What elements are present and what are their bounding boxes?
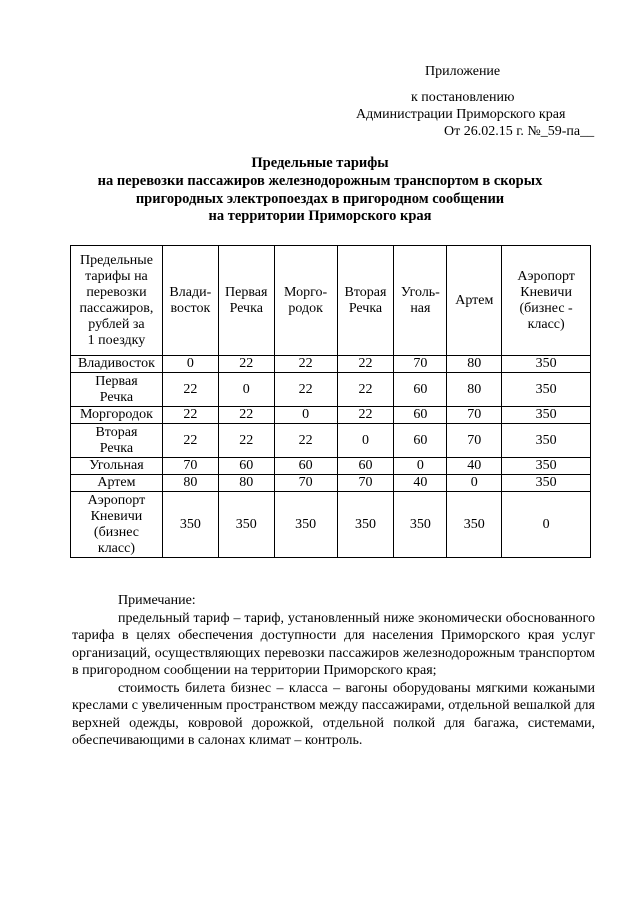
column-header-line: Аэропорт	[517, 268, 575, 284]
column-header-line: ная	[410, 300, 431, 316]
row-header-line: Моргородок	[79, 407, 153, 422]
column-header-line: Морго-	[284, 284, 328, 300]
tariff-cell: 40	[447, 458, 502, 475]
column-header	[502, 246, 591, 356]
corner-header-line: перевозки	[86, 284, 147, 300]
tariff-cell: 22	[218, 407, 274, 424]
row-header-line: Артем	[97, 475, 136, 490]
column-header	[274, 246, 337, 356]
tariff-table	[70, 245, 591, 558]
row-header-line: класс)	[97, 540, 135, 556]
tariff-cell: 60	[394, 373, 447, 407]
tariff-cell: 70	[162, 458, 218, 475]
tariff-cell: 350	[218, 492, 274, 558]
table-row	[71, 356, 591, 373]
corner-header-line: тарифы на	[85, 268, 148, 284]
row-header	[71, 475, 163, 492]
title-line-4: на территории Приморского края	[208, 208, 432, 224]
tariff-cell: 350	[162, 492, 218, 558]
row-header-line: Аэропорт	[87, 492, 146, 508]
column-header-line: (бизнес -	[519, 300, 573, 316]
tariff-cell: 22	[218, 356, 274, 373]
corner-header-line: Предельные	[79, 252, 153, 268]
tariff-cell: 22	[274, 373, 337, 407]
tariff-cell: 70	[274, 475, 337, 492]
tariff-cell: 70	[447, 407, 502, 424]
tariff-cell: 60	[394, 424, 447, 458]
row-header	[71, 424, 163, 458]
row-header	[71, 356, 163, 373]
tariff-cell: 350	[337, 492, 394, 558]
note-heading: Примечание:	[118, 593, 196, 608]
row-header	[71, 407, 163, 424]
tariff-cell: 22	[162, 373, 218, 407]
column-header-line: родок	[288, 300, 323, 316]
column-header-line: класс)	[527, 316, 565, 332]
table-row	[71, 458, 591, 475]
column-header	[337, 246, 394, 356]
appendix-label: Приложение	[425, 64, 501, 79]
tariff-cell: 80	[218, 475, 274, 492]
row-header-line: (бизнес	[93, 524, 139, 540]
title-line-3: пригородных электропоездах в пригородном сообщении	[135, 191, 505, 207]
tariff-cell: 0	[162, 356, 218, 373]
column-header-line: Вторая	[344, 284, 387, 300]
tariff-cell: 0	[218, 373, 274, 407]
tariff-cell: 80	[162, 475, 218, 492]
row-header	[71, 458, 163, 475]
row-header	[71, 373, 163, 407]
tariff-cell: 70	[447, 424, 502, 458]
tariff-cell: 350	[502, 458, 591, 475]
column-header	[162, 246, 218, 356]
tariff-table-body	[71, 356, 591, 558]
tariff-cell: 0	[394, 458, 447, 475]
row-header-line: Речка	[99, 389, 134, 405]
table-row	[71, 373, 591, 407]
tariff-cell: 22	[162, 424, 218, 458]
column-header-line: Речка	[348, 300, 383, 316]
table-row	[71, 492, 591, 558]
tariff-cell: 80	[447, 356, 502, 373]
resolution-date-number: От 26.02.15 г. №_59-па__	[444, 124, 595, 139]
tariff-cell: 22	[274, 424, 337, 458]
corner-header-line: 1 поездку	[87, 332, 146, 348]
column-header-line: Уголь-	[400, 284, 440, 300]
corner-header-line: рублей за	[88, 316, 145, 332]
row-header-line: Речка	[99, 440, 134, 456]
header-row	[71, 246, 591, 356]
resolution-label: к постановлению	[411, 90, 515, 105]
table-row	[71, 424, 591, 458]
tariff-cell: 22	[218, 424, 274, 458]
table-corner-header	[71, 246, 163, 356]
corner-header-line: пассажиров,	[79, 300, 154, 316]
column-header	[218, 246, 274, 356]
tariff-cell: 22	[274, 356, 337, 373]
tariff-cell: 70	[394, 356, 447, 373]
tariff-cell: 350	[502, 475, 591, 492]
row-header-line: Вторая	[95, 424, 138, 440]
tariff-cell: 350	[447, 492, 502, 558]
tariff-cell: 22	[337, 373, 394, 407]
note-paragraph-premium-tariff: предельный тариф – тариф, установленный ниже экономически обоснованного тарифа в целях обеспечения доступности для населения Приморского края услуг организаций, осуществляющих перевозки пассажиров железнодорожным транспортом в пригородном сообщении на территории Приморского края;	[72, 610, 595, 678]
tariff-table-header	[71, 246, 591, 356]
note-paragraph-business-class: стоимость билета бизнес – класса – вагоны оборудованы мягкими кожаными креслами с увеличенным пространством между пассажирами, отдельной вешалкой для верхней одежды, ковровой дорожкой, отдельной полкой для багажа, системами, обеспечивающими в салонах климат – контроль.	[72, 680, 595, 748]
column-header	[447, 246, 502, 356]
tariff-cell: 40	[394, 475, 447, 492]
tariff-cell: 0	[337, 424, 394, 458]
row-header-line: Первая	[95, 373, 138, 389]
tariff-cell: 80	[447, 373, 502, 407]
tariff-cell: 22	[337, 407, 394, 424]
table-row	[71, 475, 591, 492]
administration-label: Администрации Приморского края	[356, 107, 566, 122]
tariff-cell: 70	[337, 475, 394, 492]
tariff-cell: 0	[447, 475, 502, 492]
row-header	[71, 492, 163, 558]
column-header-line: восток	[170, 300, 211, 316]
title-line-1: Предельные тарифы	[251, 155, 389, 171]
tariff-cell: 0	[274, 407, 337, 424]
tariff-cell: 350	[502, 407, 591, 424]
tariff-cell: 350	[274, 492, 337, 558]
tariff-cell: 22	[337, 356, 394, 373]
tariff-cell: 350	[394, 492, 447, 558]
tariff-cell: 350	[502, 424, 591, 458]
tariff-cell: 60	[394, 407, 447, 424]
column-header-line: Влади-	[169, 284, 212, 300]
row-header-line: Угольная	[89, 458, 144, 473]
column-header-line: Артем	[455, 292, 494, 308]
tariff-cell: 22	[162, 407, 218, 424]
title-line-2: на перевозки пассажиров железнодорожным транспортом в скорых	[97, 173, 543, 189]
row-header-line: Кневичи	[90, 508, 143, 524]
tariff-cell: 60	[337, 458, 394, 475]
column-header-line: Кневичи	[520, 284, 572, 300]
tariff-cell: 350	[502, 373, 591, 407]
table-row	[71, 407, 591, 424]
column-header	[394, 246, 447, 356]
row-header-line: Владивосток	[77, 356, 155, 371]
column-header-line: Первая	[225, 284, 268, 300]
tariff-cell: 60	[218, 458, 274, 475]
column-header-line: Речка	[229, 300, 263, 316]
tariff-cell: 60	[274, 458, 337, 475]
tariff-cell: 0	[502, 492, 591, 558]
tariff-cell: 350	[502, 356, 591, 373]
note-section	[72, 592, 595, 750]
